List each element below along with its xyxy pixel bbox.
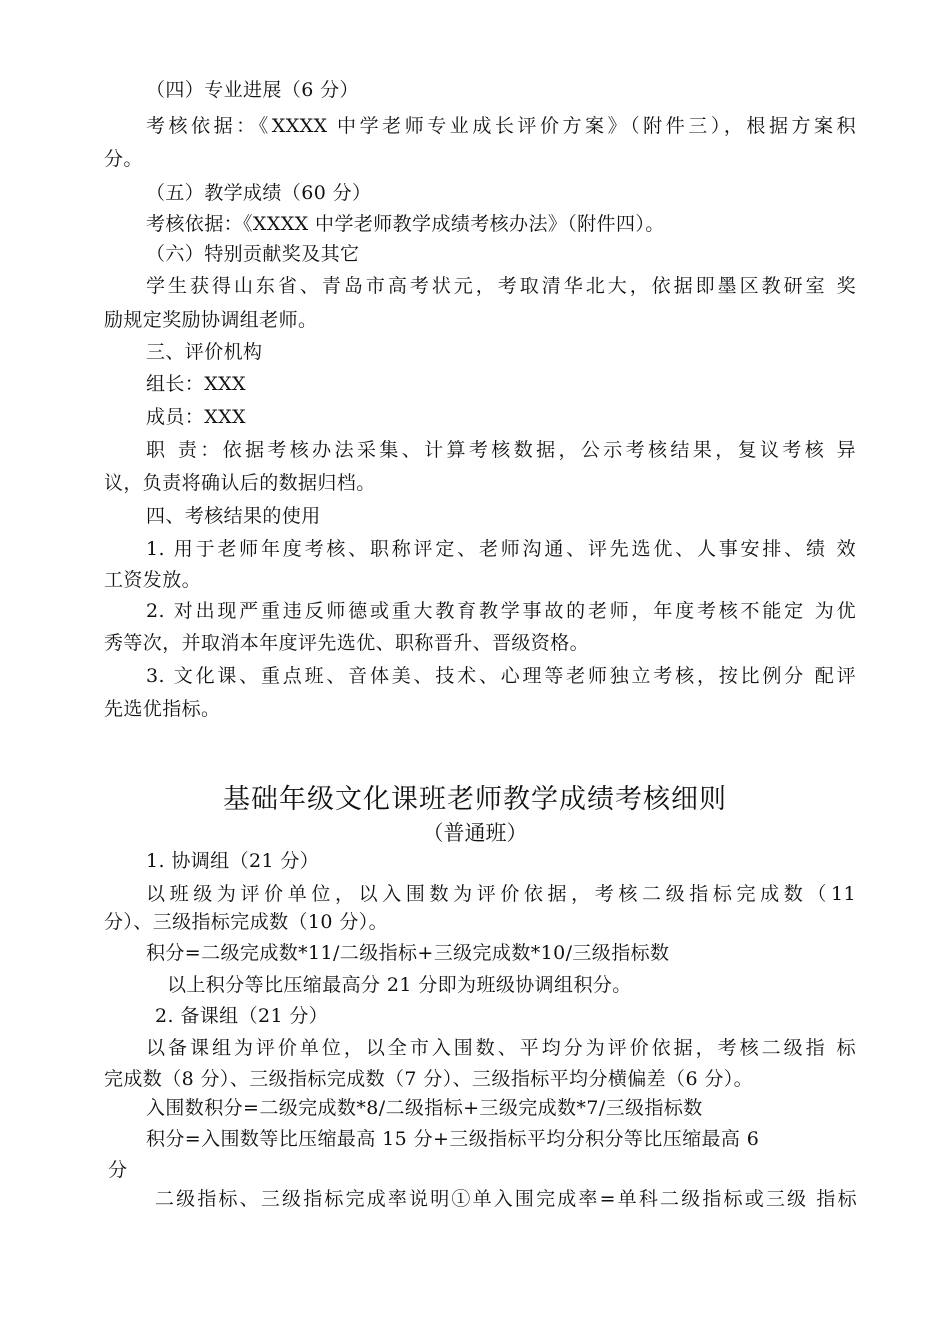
section-heading-evaluation-body: 三、评价机构 — [146, 341, 263, 363]
paragraph-line: 秀等次，并取消本年度评先选优、职称晋升、晋级资格。 — [104, 632, 590, 654]
paragraph-line: 组长：XXX — [146, 373, 246, 395]
formula-line: 积分=入围数等比压缩最高 15 分+三级指标平均分积分等比压缩最高 6 — [146, 1128, 760, 1150]
paragraph-line: 考核依据：《XXXX 中学老师教学成绩考核办法》（附件四）。 — [146, 213, 665, 235]
section-heading-lesson-prep-group: 2. 备课组（21 分） — [155, 1005, 329, 1027]
paragraph-line: 以备课组为评价单位，以全市入围数、平均分为评价依据，考核二级指 标 — [146, 1037, 856, 1059]
paragraph-line: 3. 文化课、重点班、音体美、技术、心理等老师独立考核，按比例分 配评 — [146, 665, 856, 687]
paragraph-line: 以上积分等比压缩最高分 21 分即为班级协调组积分。 — [167, 974, 632, 996]
paragraph-line: 工资发放。 — [104, 569, 202, 591]
formula-line: 入围数积分=二级完成数*8/二级指标+三级完成数*7/三级指标数 — [146, 1097, 703, 1119]
section-heading-special-contribution: （六）特别贡献奖及其它 — [146, 243, 360, 265]
paragraph-line: 完成数（8 分）、三级指标完成数（7 分）、三级指标平均分横偏差（6 分）。 — [104, 1068, 754, 1090]
section-heading-coordination-group: 1. 协调组（21 分） — [146, 850, 320, 872]
paragraph-line: 先选优指标。 — [104, 698, 221, 720]
paragraph-line: 1. 用于老师年度考核、职称评定、老师沟通、评先选优、人事安排、绩 效 — [146, 538, 856, 560]
document-subtitle: （普通班） — [422, 821, 528, 845]
paragraph-line: 以班级为评价单位，以入围数为评价依据，考核二级指标完成数（11 — [146, 883, 856, 905]
paragraph-line: 职 责：依据考核办法采集、计算考核数据，公示考核结果，复议考核 异 — [146, 439, 856, 461]
paragraph-line: 分 — [108, 1159, 128, 1181]
paragraph-line: 学生获得山东省、青岛市高考状元，考取清华北大，依据即墨区教研室 奖 — [146, 275, 856, 297]
paragraph-line: 议，负责将确认后的数据归档。 — [104, 472, 376, 494]
paragraph-line: 2. 对出现严重违反师德或重大教育教学事故的老师，年度考核不能定 为优 — [146, 600, 856, 622]
paragraph-line: 二级指标、三级指标完成率说明①单入围完成率=单科二级指标或三级 指标 — [155, 1188, 857, 1210]
paragraph-line: 分）、三级指标完成数（10 分）。 — [104, 911, 389, 933]
paragraph-line: 分。 — [104, 148, 143, 170]
formula-line: 积分=二级完成数*11/二级指标+三级完成数*10/三级指标数 — [146, 942, 670, 964]
paragraph-line: 考核依据：《XXXX 中学老师专业成长评价方案》（附件三），根据方案积 — [146, 115, 856, 137]
paragraph-line: 励规定奖励协调组老师。 — [104, 309, 318, 331]
section-heading-teaching-results: （五）教学成绩（60 分） — [146, 182, 372, 204]
paragraph-line: 成员：XXX — [146, 406, 246, 428]
document-title: 基础年级文化课班老师教学成绩考核细则 — [223, 784, 727, 815]
section-heading-result-usage: 四、考核结果的使用 — [146, 505, 321, 527]
section-heading-professional-progress: （四）专业进展（6 分） — [146, 79, 359, 101]
